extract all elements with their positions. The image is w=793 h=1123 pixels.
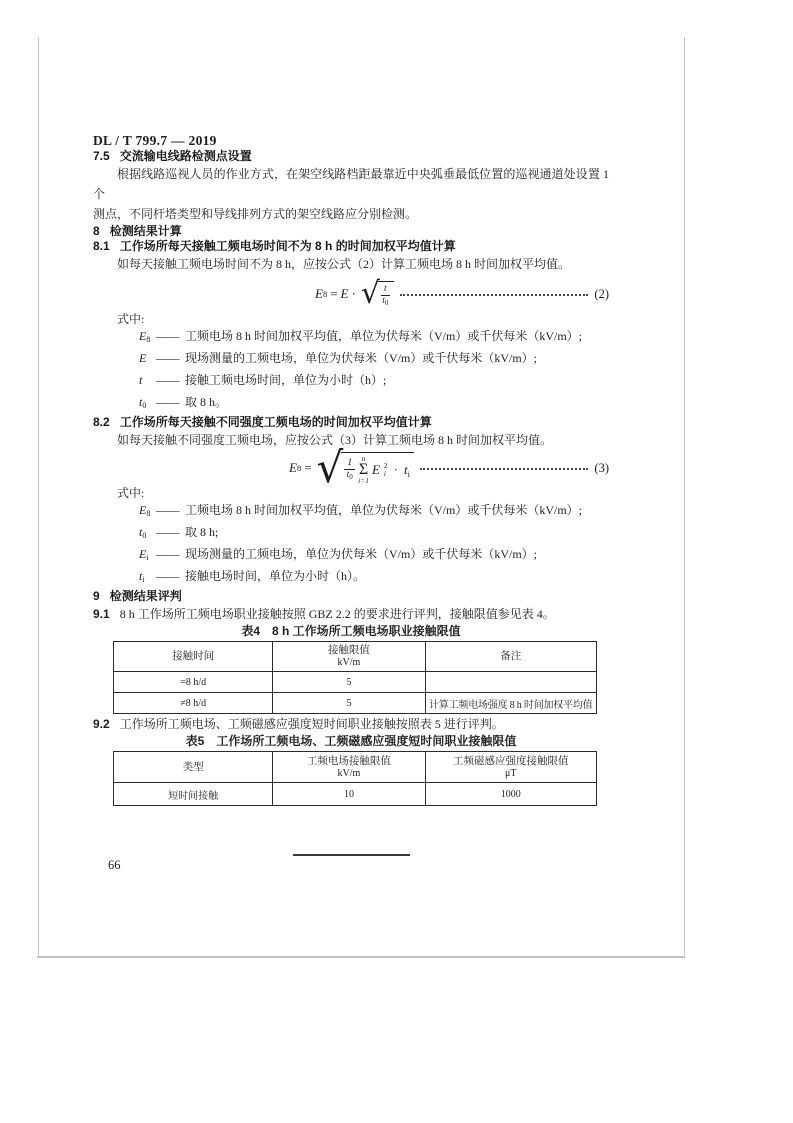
definition-dash: —— — [156, 351, 179, 365]
definition-symbol: $t_0$ — [139, 395, 147, 410]
definition-symbol: t — [139, 373, 143, 387]
table-cell: 10 — [273, 783, 425, 806]
clause-8-1-number: 8.1 — [93, 239, 110, 253]
equation-number: (3) — [594, 460, 609, 475]
table-row — [114, 693, 597, 714]
table-4-header-contact-time: 接触时间 — [114, 642, 273, 672]
clause-8-1-paragraph: 如每天接触工频电场时间不为 8 h，应按公式（2）计算工频电场 8 h 时间加权平均值。 — [117, 257, 571, 271]
paragraph-line: 根据线路巡视人员的作业方式，在架空线路档距最靠近中央弧垂最低位置的巡视通道处设置 1 个 — [93, 167, 609, 201]
table-cell: 短时间接触 — [114, 783, 273, 806]
clause-8-number: 8 — [93, 224, 100, 238]
clause-9-1-number: 9.1 — [93, 607, 110, 621]
table-5-caption-number: 表5 — [185, 734, 205, 748]
clause-8-2-paragraph: 如每天接触不同强度工频电场，应按公式（3）计算工频电场 8 h 时间加权平均值。 — [117, 433, 553, 447]
formula-3-expression: E 8 = √ $\frac{1}{t_0}$ n Σ i=1 E 2 i · $t_i$ — [289, 447, 414, 489]
paragraph-line: 测点，不同杆塔类型和导线排列方式的架空线路应分别检测。 — [93, 207, 418, 221]
definition-symbol: $t_0$ — [139, 525, 147, 540]
formula-2 — [93, 278, 609, 310]
definition-item — [139, 327, 609, 349]
definition-dash: —— — [156, 547, 179, 561]
table-4-caption — [93, 624, 609, 639]
clause-8-1-heading — [93, 239, 609, 254]
table-4-header-limit: 接触限值 kV/m — [273, 642, 425, 672]
clause-9-heading — [93, 589, 609, 604]
definition-item — [139, 349, 609, 371]
table-cell: =8 h/d — [114, 672, 273, 693]
definition-text: 工频电场 8 h 时间加权平均值，单位为伏每米（V/m）或千伏每米（kV/m）; — [185, 503, 583, 517]
definition-text: 接触工频电场时间，单位为小时（h）; — [185, 373, 387, 387]
clause-7-5-paragraph — [93, 164, 609, 224]
table-5 — [113, 751, 597, 806]
where-label: 式中: — [117, 312, 145, 326]
table-cell: ≠8 h/d — [114, 693, 273, 714]
table-5-header-type: 类型 — [114, 752, 273, 783]
definition-dash: —— — [156, 503, 179, 517]
scan-border-left — [38, 37, 39, 957]
symbol-definitions — [139, 501, 609, 589]
definition-text: 接触电场时间，单位为小时（h）。 — [185, 569, 366, 583]
definition-text: 现场测量的工频电场，单位为伏每米（V/m）或千伏每米（kV/m）; — [185, 351, 538, 365]
clause-8-title: 检测结果计算 — [109, 224, 182, 238]
clause-8-1-title: 工作场所每天接触工频电场时间不为 8 h 的时间加权平均值计算 — [119, 239, 456, 253]
definition-item — [139, 545, 609, 567]
unit-label: kV/m — [337, 657, 361, 668]
definition-item — [139, 567, 609, 589]
table-row — [114, 783, 597, 806]
table-5-header-row — [114, 752, 597, 783]
clause-8-2-title: 工作场所每天接触不同强度工频电场的时间加权平均值计算 — [119, 415, 432, 429]
definition-item — [139, 371, 609, 393]
summation: n Σ i=1 — [358, 453, 369, 485]
where-label: 式中: — [117, 486, 145, 500]
clause-7-5-number: 7.5 — [93, 149, 110, 163]
table-5-caption — [93, 734, 609, 749]
clause-8-heading — [93, 224, 609, 239]
table-4-caption-number: 表4 — [241, 624, 260, 638]
document-page — [93, 0, 609, 806]
definition-symbol: $t_i$ — [139, 569, 145, 584]
definition-text: 取 8 h; — [185, 525, 219, 539]
clause-7-5-title: 交流输电线路检测点设置 — [119, 149, 252, 163]
symbol-definitions — [139, 327, 609, 415]
definition-item — [139, 501, 609, 523]
clause-9-2-text: 工作场所工频电场、工频磁感应强度短时间职业接触按照表 5 进行评判。 — [119, 717, 504, 731]
clause-8-2-heading — [93, 415, 609, 430]
clause-9-2-number: 9.2 — [93, 717, 110, 731]
clause-9-2-paragraph — [93, 714, 609, 734]
scan-border-right — [684, 37, 685, 957]
definition-symbol: E — [139, 351, 147, 365]
definition-text: 工频电场 8 h 时间加权平均值，单位为伏每米（V/m）或千伏每米（kV/m）; — [185, 329, 583, 343]
definition-dash: —— — [156, 329, 179, 343]
fraction: $\frac{1}{t_0}$ — [344, 458, 355, 481]
table-cell: 5 — [273, 672, 425, 693]
equation-number: (2) — [594, 286, 609, 301]
table-4 — [113, 641, 597, 714]
radical: √ $\frac{t}{t_0}$ — [361, 279, 394, 309]
clause-9-title: 检测结果评判 — [109, 589, 182, 603]
definition-dash: —— — [156, 569, 179, 583]
table-4-caption-title: 8 h 工作场所工频电场职业接触限值 — [272, 624, 461, 638]
radical: √ $\frac{1}{t_0}$ n Σ i=1 E 2 i · $t_i$ — [317, 447, 414, 489]
table-cell: 计算工频电场强度 8 h 时间加权平均值 — [425, 693, 596, 714]
definition-item — [139, 523, 609, 545]
definition-item — [139, 393, 609, 415]
equation-dotted-leader — [400, 294, 589, 296]
definition-dash: —— — [156, 395, 179, 409]
definition-dash: —— — [156, 525, 179, 539]
table-4-header-row — [114, 642, 597, 672]
page-number: 66 — [108, 858, 121, 872]
table-4-header-remark: 备注 — [425, 642, 596, 672]
definition-text: 取 8 h。 — [185, 395, 228, 409]
table-5-header-bfield-limit: 工频磁感应强度接触限值 μT — [425, 752, 596, 783]
clause-9-1-text: 8 h 工作场所工频电场职业接触按照 GBZ 2.2 的要求进行评判，接触限值参见表 4。 — [119, 607, 555, 621]
footer-divider — [293, 854, 410, 856]
fraction: $\frac{t}{t_0}$ — [382, 284, 389, 307]
clause-8-2-number: 8.2 — [93, 415, 110, 429]
unit-label: μT — [505, 767, 517, 779]
table-cell — [425, 672, 596, 693]
formula-2-expression: E 8 = E · √ $\frac{t}{t_0}$ — [315, 279, 394, 309]
definition-text: 现场测量的工频电场，单位为伏每米（V/m）或千伏每米（kV/m）; — [185, 547, 538, 561]
table-5-caption-title: 工作场所工频电场、工频磁感应强度短时间职业接触限值 — [216, 734, 517, 748]
time-term: $t_i$ — [404, 461, 411, 479]
definition-symbol: $E_8$ — [139, 329, 151, 344]
summed-term: E — [371, 461, 380, 477]
unit-label: kV/m — [337, 767, 361, 779]
table-cell: 5 — [273, 693, 425, 714]
definition-symbol: $E_i$ — [139, 547, 149, 562]
definition-symbol: $E_8$ — [139, 503, 151, 518]
definition-dash: —— — [156, 373, 179, 387]
scan-border-bottom — [37, 956, 685, 958]
clause-7-5-heading — [93, 149, 609, 164]
equation-dotted-leader — [420, 468, 588, 470]
table-5-header-efield-limit: 工频电场接触限值 kV/m — [273, 752, 425, 783]
standard-number: DL / T 799.7 — 2019 — [93, 133, 217, 148]
clause-9-number: 9 — [93, 589, 100, 603]
table-row — [114, 672, 597, 693]
clause-9-1-paragraph — [93, 604, 609, 624]
table-cell: 1000 — [425, 783, 596, 806]
formula-3 — [93, 443, 609, 492]
